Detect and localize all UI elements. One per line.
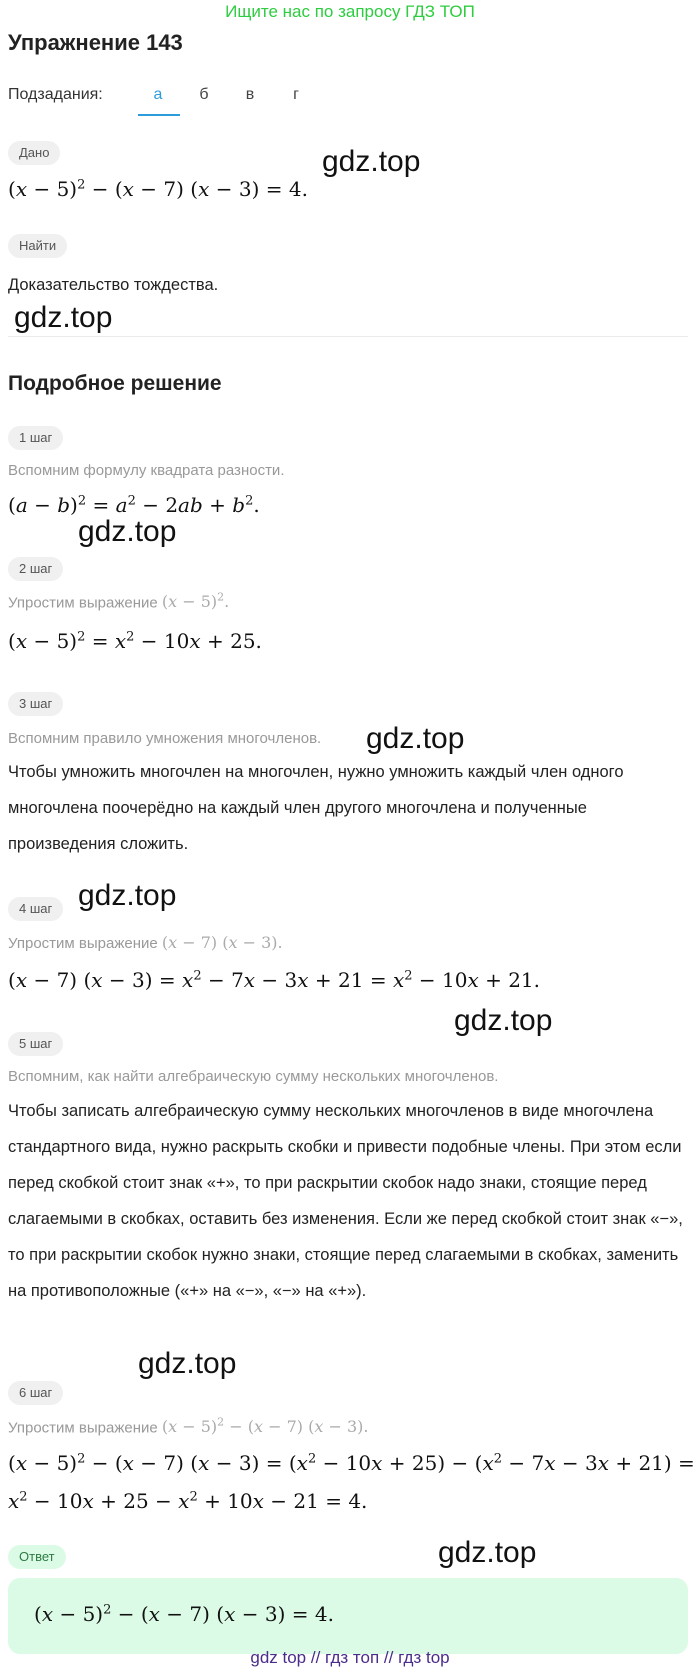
step-4-badge: 4 шаг [8,897,63,921]
step-3-hint: Вспомним правило умножения многочленов. [8,730,322,747]
tab-b[interactable]: б [199,86,209,103]
given-expression: $(x - 5)^2 - (x - 7)$ (x − 3) = 4. [8,177,308,201]
step-6-badge: 6 шаг [8,1381,63,1405]
step-3-badge: 3 шаг [8,692,63,716]
tab-a[interactable]: а [153,86,163,103]
active-tab-indicator [138,114,180,116]
step-4-math: (x − 7) $(x - 3) = x^2 - 7x - 3x + 21 = x^2 - 10x + 21$. [8,968,541,992]
step-2-hint: Упростим выражение $(x - 5)^2$. [8,591,230,612]
watermark: gdz.top [322,145,421,178]
answer-box [8,1578,688,1654]
subtasks-label: Подзадания: [8,86,103,103]
step-6-hint: Упростим выражение $(x - 5)^2 - (x - 7)$ (x − 3). [8,1416,369,1437]
watermark: gdz.top [78,515,177,548]
watermark: gdz.top [454,1004,553,1037]
step-4-hint: Упростим выражение (x − 7) (x − 3). [8,933,283,952]
section-divider [8,336,688,337]
page-title: Упражнение 143 [8,30,183,55]
watermark: gdz.top [78,879,177,912]
step-3-text: Чтобы умножить многочлен на многочлен, нужно умножить каждый член одного многочлена поочерёдно на каждый член другого многочлена и полученные произведения сложить. [8,763,624,853]
search-banner: Ищите нас по запросу ГДЗ ТОП [225,2,475,21]
step-5-badge: 5 шаг [8,1032,63,1056]
link-gdz-top-mixed[interactable]: гдз top [398,1648,450,1667]
link-gdz-top-ru[interactable]: гдз топ [325,1648,380,1667]
answer-expression: $(x - 5)^2 - (x - 7)$ (x − 3) = 4. [34,1602,334,1626]
watermark: gdz.top [366,722,465,755]
step-2-badge: 2 шаг [8,557,63,581]
link-gdz-top[interactable]: gdz top [250,1648,307,1667]
step-6-math-line-1: $(x - 5)^2 - (x - 7)$ $(x - 3) = (x^2 - 10x + 25) - (x^2 - 7x - 3x + 21)$ = [8,1451,695,1475]
step-1-badge: 1 шаг [8,426,63,450]
find-badge: Найти [8,234,67,258]
link-separator: // [383,1648,394,1667]
answer-badge: Ответ [8,1545,66,1569]
watermark: gdz.top [438,1536,537,1569]
step-6-math-line-2: $x^2 - 10x + 25 - x^2 + 10x - 21 = 4$. [8,1489,368,1513]
step-5-hint: Вспомним, как найти алгебраическую сумму нескольких многочленов. [8,1068,499,1085]
find-text: Доказательство тождества. [8,276,219,294]
step-2-math: $(x - 5)^2 = x^2 - 10x + 25$. [8,629,262,653]
subtasks-bar [8,82,688,116]
solution-title: Подробное решение [8,372,222,395]
step-1-math: $(a - b)^2 = a^2 - 2ab + b^2$. [8,493,260,517]
link-separator: // [310,1648,321,1667]
tab-v[interactable]: в [245,86,255,103]
tab-g[interactable]: г [293,86,299,103]
given-badge: Дано [8,141,60,165]
watermark: gdz.top [14,301,113,334]
step-1-hint: Вспомним формулу квадрата разности. [8,462,285,479]
watermark: gdz.top [138,1347,237,1380]
bottom-links [0,1648,700,1668]
step-5-text: Чтобы записать алгебраическую сумму нескольких многочленов в виде многочлена стандартного вида, нужно раскрыть скобки и привести подобные члены. При этом если перед скобкой стоит знак «+», то при раскрытии скобок надо знаки, стоящие перед слагаемыми в скобках, оставить без изменения. Если же перед скобкой стоит знак «−», то при раскрытии скобок нужно знаки, стоящие перед слагаемыми в скобках, заменить на противоположные («+» на «−», «−» на «+»). [8,1102,683,1300]
